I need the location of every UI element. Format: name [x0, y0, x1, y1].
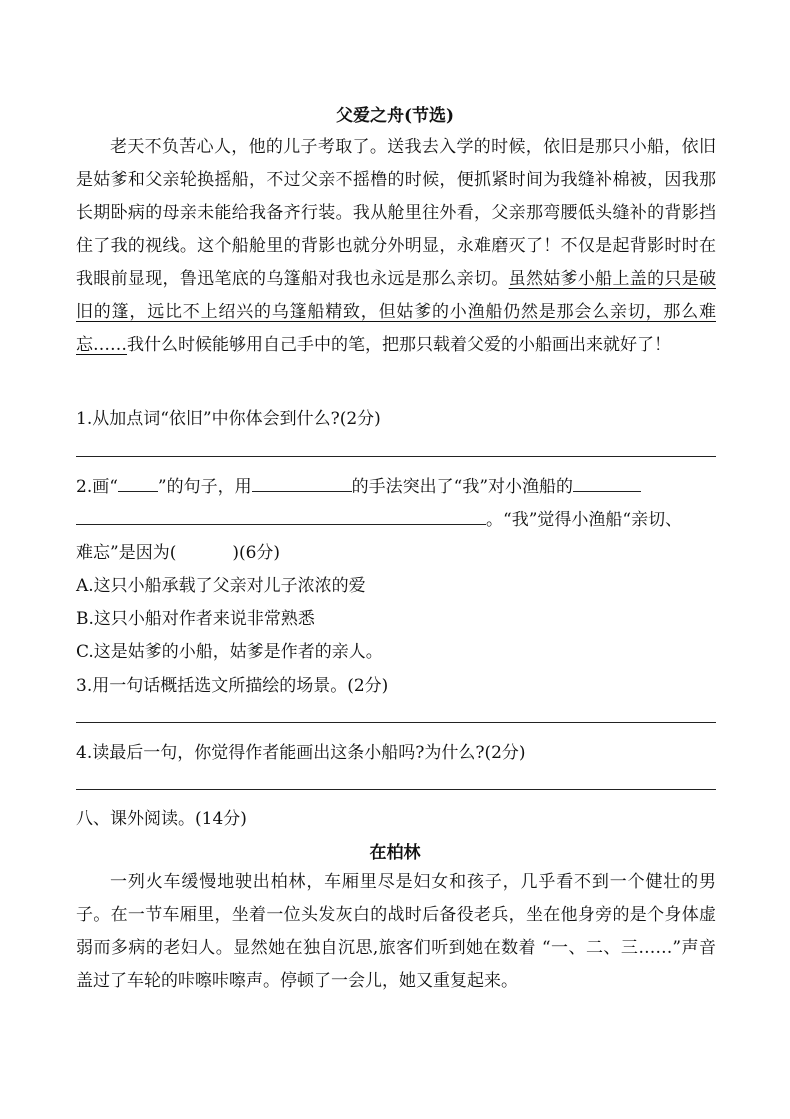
- passage-body: [76, 131, 716, 362]
- question-2-line-1: [76, 472, 641, 497]
- technique-blank[interactable]: [252, 477, 352, 492]
- section-8-heading: 八、课外阅读。(14分): [76, 809, 247, 829]
- q2-text-c: 的手法突出了“我”对小渔船的: [351, 477, 574, 497]
- reading-body: 一列火车缓慢地驶出柏林，车厢里尽是妇女和孩子，几乎看不到一个健壮的男子。在一节车厢里，坐着一位头发灰白的战时后备役老兵，坐在他身旁的是个身体虚弱而多病的老妇人。显然她在独自沉思,旅客们听到她在数着 “一、二、三……”声音盖过了车轮的咔嚓咔嚓声。停顿了一会儿，她又重复起来。: [76, 872, 716, 991]
- q2-text-a: 2.画“: [76, 477, 118, 497]
- underline-mark-blank: [118, 477, 158, 492]
- q2-text-f: )(6分): [232, 543, 281, 563]
- question-2-line-2: [76, 505, 682, 530]
- question-4: 4.读最后一句，你觉得作者能画出这条小船吗?为什么?(2分): [76, 743, 526, 763]
- answer-line-3[interactable]: [76, 722, 716, 723]
- option-c: C.这是姑爹的小船，姑爹是作者的亲人。: [76, 642, 383, 662]
- reading-title: 在柏林: [369, 843, 421, 863]
- question-1: 1.从加点词“依旧”中你体会到什么?(2分): [76, 409, 381, 429]
- option-b: B.这只小船对作者来说非常熟悉: [76, 609, 315, 629]
- passage-text-before: 老天不负苦心人，他的儿子考取了。送我去入学的时候，依旧是那只小船，依旧是姑爹和父亲轮换摇船，不过父亲不摇橹的时候，便抓紧时间为我缝补棉被，因我那长期卧病的母亲未能给我备齐行装。我从舱里往外看，父亲那弯腰低头缝补的背影挡住了我的视线。这个船舱里的背影也就分外明显，永难磨灭了！不仅是起背影时时在我眼前显现，鲁迅笔底的乌篷船对我也永远是那么亲切。: [76, 137, 716, 289]
- question-3: 3.用一句话概括选文所描绘的场景。(2分): [76, 676, 389, 696]
- q2-text-e: 难忘”是因为(: [76, 543, 177, 563]
- passage-text-after: 我什么时候能够用自己手中的笔，把那只载着父爱的小船画出来就好了！: [127, 335, 671, 355]
- answer-line-1[interactable]: [76, 456, 716, 457]
- underlined-sentence: 虽然姑爹小船上盖的只是破旧的篷，远比不上绍兴的乌篷船精致，但姑爹的小渔船仍然是那会么亲切，那么难忘……: [76, 269, 717, 355]
- feeling-blank-continued[interactable]: [76, 510, 486, 525]
- option-a: A.这只小船承载了父亲对儿子浓浓的爱: [76, 576, 366, 596]
- q2-text-b: ”的句子，用: [157, 477, 252, 497]
- question-2-line-3: [76, 538, 280, 563]
- q2-text-d: 。“我”觉得小渔船“亲切、: [486, 510, 683, 530]
- passage-title: 父爱之舟(节选): [335, 106, 455, 126]
- feeling-blank-start[interactable]: [573, 477, 641, 492]
- answer-line-4[interactable]: [76, 789, 716, 790]
